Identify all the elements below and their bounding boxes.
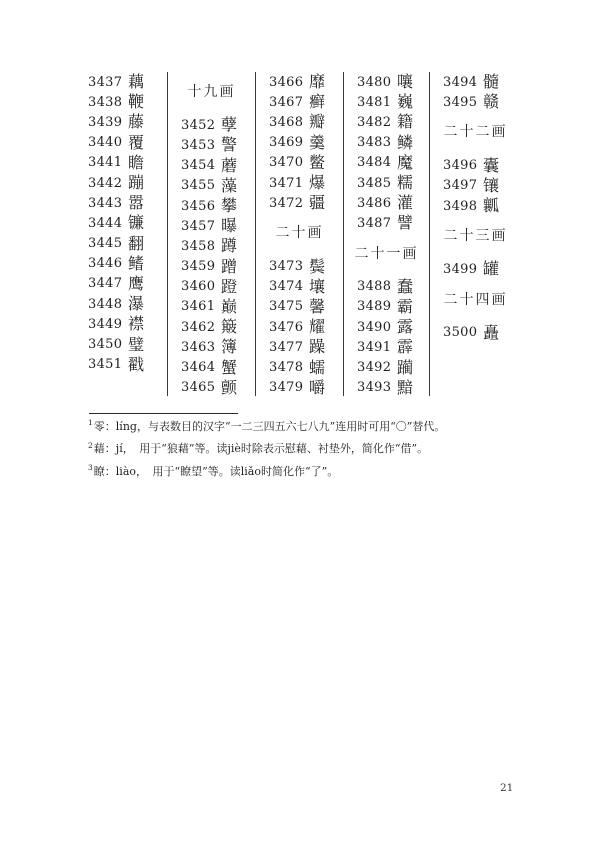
char-entry-row [430, 176, 521, 196]
entry-number: 3441 [88, 155, 123, 171]
entry-number: 3487 [357, 215, 392, 231]
entry-number: 3439 [88, 114, 123, 130]
entry-number: 3488 [357, 279, 392, 295]
char-entry-row [256, 112, 343, 132]
footnote-text: 零：líng，与表数目的汉字“一二三四五六七八九”连用时可用“〇”替代。 [93, 420, 446, 433]
entry-number: 3454 [181, 158, 216, 174]
char-entry-row [75, 133, 167, 153]
entry-character: 曝 [221, 216, 238, 236]
entry-character: 瀑 [128, 294, 145, 314]
entry-character: 矗 [483, 322, 500, 342]
entry-number: 3451 [88, 357, 123, 373]
char-entry-row [256, 257, 343, 277]
char-entry-row [256, 357, 343, 377]
stroke-count-header: 二十一画 [354, 245, 419, 262]
char-entry-row [75, 334, 167, 354]
entry-number: 3479 [269, 380, 304, 396]
character-table [75, 72, 522, 396]
entry-character: 赣 [483, 92, 500, 112]
footnote [88, 416, 488, 438]
entry-number: 3443 [88, 195, 123, 211]
entry-character: 霸 [397, 296, 414, 316]
char-entry-row [75, 72, 167, 92]
entry-character: 蟹 [221, 357, 238, 377]
entry-character: 靡 [309, 72, 326, 92]
entry-character: 攀 [221, 196, 238, 216]
entry-character: 糯 [397, 173, 414, 193]
entry-character: 疆 [309, 193, 326, 213]
entry-character: 瞻 [128, 152, 145, 172]
entry-character: 瓤 [483, 196, 500, 216]
entry-character: 罐 [483, 259, 500, 279]
entry-character: 霹 [397, 337, 414, 357]
entry-number: 3469 [269, 135, 304, 151]
entry-character: 籍 [397, 112, 414, 132]
char-entry-row [256, 193, 343, 213]
entry-number: 3486 [357, 195, 392, 211]
entry-number: 3458 [181, 238, 216, 254]
char-entry-row [256, 153, 343, 173]
entry-number: 3453 [181, 137, 216, 153]
entry-number: 3464 [181, 360, 216, 376]
char-entry-row [344, 112, 429, 132]
entry-character: 蠢 [397, 276, 414, 296]
char-entry-row [344, 213, 429, 233]
footnote-text: 瞭：liào， 用于“瞭望”等。读liǎo时简化作“了”。 [93, 464, 339, 478]
entry-number: 3480 [357, 74, 392, 90]
footnotes-section [88, 416, 488, 483]
entry-character: 馨 [309, 296, 326, 316]
entry-number: 3484 [357, 155, 392, 171]
entry-number: 3472 [269, 195, 304, 211]
entry-number: 3476 [269, 319, 304, 335]
stroke-count-header: 二十四画 [443, 291, 508, 308]
char-entry-row [75, 173, 167, 193]
entry-character: 鬓 [309, 256, 326, 276]
entry-number: 3494 [443, 74, 478, 90]
char-entry-row [344, 153, 429, 173]
entry-number: 3438 [88, 94, 123, 110]
entry-number: 3481 [357, 94, 392, 110]
char-entry-row [430, 72, 521, 92]
entry-number: 3496 [443, 158, 478, 174]
entry-character: 瓣 [309, 112, 326, 132]
char-entry-row [75, 254, 167, 274]
char-entry-row [75, 314, 167, 334]
entry-number: 3482 [357, 114, 392, 130]
char-entry-row [344, 357, 429, 377]
entry-number: 3500 [443, 325, 478, 341]
entry-character: 耀 [309, 317, 326, 337]
char-entry-row [344, 337, 429, 357]
char-entry-row [256, 92, 343, 112]
entry-character: 蹭 [221, 256, 238, 276]
entry-number: 3485 [357, 175, 392, 191]
entry-character: 镰 [128, 213, 145, 233]
char-entry-row [75, 294, 167, 314]
char-entry-row [256, 337, 343, 357]
entry-number: 3449 [88, 316, 123, 332]
entry-number: 3442 [88, 175, 123, 191]
char-entry-row [168, 337, 255, 357]
char-entry-row [344, 277, 429, 297]
entry-number: 3483 [357, 135, 392, 151]
entry-number: 3499 [443, 261, 478, 277]
char-entry-row [75, 92, 167, 112]
char-entry-row [75, 213, 167, 233]
entry-character: 簸 [221, 317, 238, 337]
entry-character: 壤 [309, 276, 326, 296]
char-entry-row [75, 355, 167, 375]
char-entry-row [168, 216, 255, 236]
entry-number: 3490 [357, 319, 392, 335]
char-entry-row [344, 193, 429, 213]
char-entry-row [344, 92, 429, 112]
char-entry-row [256, 173, 343, 193]
entry-number: 3470 [269, 155, 304, 171]
footnote-marker: 2 [88, 440, 93, 450]
footnote-text: 藉：jí， 用于“狼藉”等。读jiè时除表示慰藉、衬垫外，简化作“借”。 [93, 442, 429, 456]
table-column-3 [255, 72, 343, 396]
char-entry-row [430, 196, 521, 216]
entry-character: 巅 [221, 296, 238, 316]
entry-character: 囊 [483, 155, 500, 175]
char-entry-row [168, 257, 255, 277]
entry-character: 孽 [221, 115, 238, 135]
char-entry-row [344, 173, 429, 193]
entry-number: 3457 [181, 218, 216, 234]
entry-character: 簿 [221, 337, 238, 357]
entry-number: 3445 [88, 236, 123, 252]
entry-character: 黯 [397, 377, 414, 397]
entry-character: 藻 [221, 175, 238, 195]
entry-character: 嚣 [128, 193, 145, 213]
entry-character: 璧 [128, 334, 145, 354]
entry-character: 灌 [397, 193, 414, 213]
entry-number: 3493 [357, 380, 392, 396]
char-entry-row [168, 236, 255, 256]
footnote [88, 461, 488, 483]
char-entry-row [168, 317, 255, 337]
entry-number: 3471 [269, 175, 304, 191]
entry-character: 嚷 [397, 72, 414, 92]
char-entry-row [344, 133, 429, 153]
entry-character: 癣 [309, 92, 326, 112]
entry-number: 3498 [443, 198, 478, 214]
char-entry-row [75, 234, 167, 254]
entry-number: 3446 [88, 256, 123, 272]
entry-number: 3491 [357, 339, 392, 355]
entry-character: 躁 [309, 337, 326, 357]
entry-character: 露 [397, 317, 414, 337]
footnote-marker: 3 [88, 462, 93, 472]
entry-number: 3477 [269, 339, 304, 355]
char-entry-row [168, 357, 255, 377]
entry-character: 羹 [309, 132, 326, 152]
entry-number: 3468 [269, 114, 304, 130]
char-entry-row [430, 323, 521, 343]
entry-character: 鳖 [309, 152, 326, 172]
char-entry-row [344, 378, 429, 398]
entry-number: 3462 [181, 319, 216, 335]
char-entry-row [75, 153, 167, 173]
entry-character: 蠕 [309, 357, 326, 377]
entry-number: 3478 [269, 360, 304, 376]
entry-number: 3456 [181, 198, 216, 214]
table-column-2 [167, 72, 255, 396]
entry-number: 3495 [443, 94, 478, 110]
char-entry-row [256, 72, 343, 92]
char-entry-row [168, 176, 255, 196]
entry-character: 鹰 [128, 273, 145, 293]
entry-character: 覆 [128, 132, 145, 152]
stroke-count-header: 二十三画 [443, 228, 508, 245]
char-entry-row [168, 115, 255, 135]
page-number: 21 [500, 782, 514, 794]
char-entry-row [75, 274, 167, 294]
table-column-5 [429, 72, 521, 396]
char-entry-row [256, 378, 343, 398]
entry-character: 襟 [128, 314, 145, 334]
char-entry-row [168, 297, 255, 317]
entry-number: 3447 [88, 276, 123, 292]
entry-number: 3497 [443, 178, 478, 194]
table-column-1 [75, 72, 167, 396]
entry-number: 3474 [269, 279, 304, 295]
footnote [88, 438, 488, 460]
entry-number: 3467 [269, 94, 304, 110]
footnote-marker: 1 [88, 418, 93, 428]
entry-number: 3440 [88, 135, 123, 151]
entry-character: 翻 [128, 233, 145, 253]
char-entry-row [430, 156, 521, 176]
entry-number: 3466 [269, 74, 304, 90]
entry-character: 藤 [128, 112, 145, 132]
entry-character: 镶 [483, 175, 500, 195]
entry-number: 3489 [357, 299, 392, 315]
entry-character: 爆 [309, 173, 326, 193]
stroke-count-header: 二十二画 [443, 124, 508, 141]
entry-character: 蹬 [221, 276, 238, 296]
entry-number: 3463 [181, 339, 216, 355]
entry-character: 躏 [397, 357, 414, 377]
entry-number: 3444 [88, 215, 123, 231]
char-entry-row [75, 112, 167, 132]
table-column-4 [343, 72, 429, 396]
char-entry-row [256, 133, 343, 153]
entry-number: 3452 [181, 117, 216, 133]
char-entry-row [344, 317, 429, 337]
char-entry-row [168, 135, 255, 155]
entry-number: 3475 [269, 299, 304, 315]
entry-number: 3448 [88, 296, 123, 312]
char-entry-row [430, 259, 521, 279]
entry-character: 藕 [128, 72, 145, 92]
entry-number: 3460 [181, 279, 216, 295]
char-entry-row [168, 378, 255, 398]
entry-character: 颤 [221, 377, 238, 397]
entry-character: 戳 [128, 354, 145, 374]
char-entry-row [168, 196, 255, 216]
char-entry-row [344, 297, 429, 317]
char-entry-row [256, 317, 343, 337]
char-entry-row [344, 72, 429, 92]
entry-character: 魔 [397, 152, 414, 172]
entry-number: 3492 [357, 360, 392, 376]
char-entry-row [256, 297, 343, 317]
entry-character: 蹦 [128, 173, 145, 193]
entry-number: 3473 [269, 259, 304, 275]
entry-character: 鳞 [397, 132, 414, 152]
entry-character: 嚼 [309, 377, 326, 397]
entry-number: 3461 [181, 299, 216, 315]
entry-character: 鞭 [128, 92, 145, 112]
char-entry-row [430, 92, 521, 112]
entry-character: 蘑 [221, 155, 238, 175]
entry-character: 鳍 [128, 253, 145, 273]
entry-number: 3437 [88, 74, 123, 90]
entry-character: 譬 [397, 213, 414, 233]
entry-number: 3450 [88, 337, 123, 353]
entry-character: 警 [221, 135, 238, 155]
entry-number: 3459 [181, 259, 216, 275]
footnote-divider-rule [89, 413, 238, 414]
entry-character: 蹲 [221, 236, 238, 256]
stroke-count-header: 二十画 [275, 225, 324, 242]
entry-character: 巍 [397, 92, 414, 112]
entry-number: 3465 [181, 380, 216, 396]
stroke-count-header: 十九画 [187, 84, 236, 100]
entry-character: 髓 [483, 72, 500, 92]
char-entry-row [256, 277, 343, 297]
char-entry-row [75, 193, 167, 213]
char-entry-row [168, 277, 255, 297]
entry-number: 3455 [181, 178, 216, 194]
char-entry-row [168, 156, 255, 176]
